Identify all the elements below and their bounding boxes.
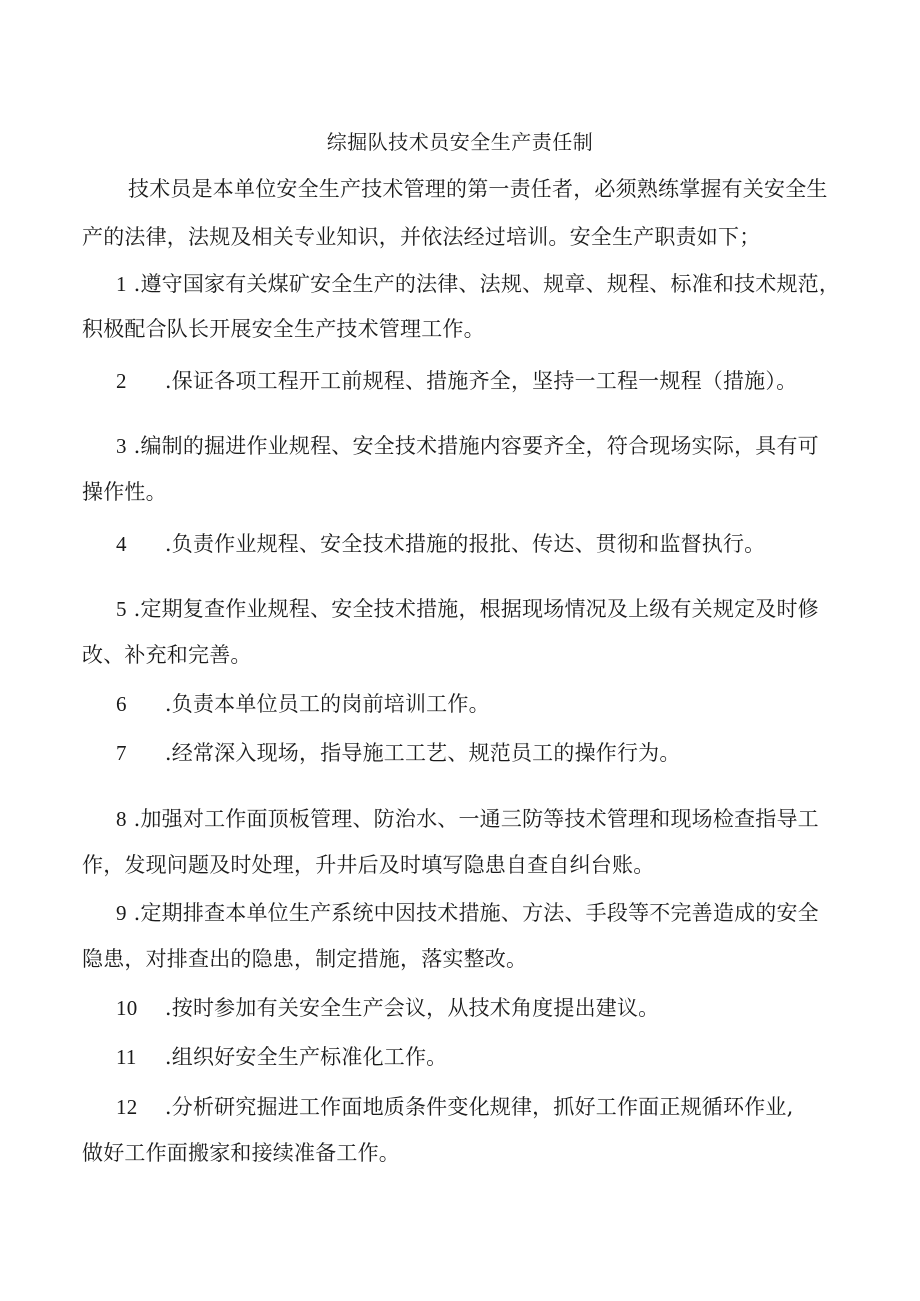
item-9-line-2: 隐患，对排查出的隐患，制定措施，落实整改。 <box>82 947 528 971</box>
item-8-line-1 <box>116 804 819 834</box>
item-text: .遵守国家有关煤矿安全生产的法律、法规、规章、规程、标准和技术规范， <box>133 272 841 296</box>
item-12-line-1 <box>116 1092 793 1122</box>
item-number: 8 <box>116 807 127 831</box>
item-12-line-2: 做好工作面搬家和接续准备工作。 <box>82 1141 400 1165</box>
item-5-line-2: 改、补充和完善。 <box>82 643 252 667</box>
item-text: .经常深入现场，指导施工工艺、规范员工的操作行为。 <box>164 741 681 765</box>
item-8-line-2: 作，发现问题及时处理，升井后及时填写隐患自查自纠台账。 <box>82 853 655 877</box>
item-number: 1 <box>116 272 127 296</box>
item-text: .负责本单位员工的岗前培训工作。 <box>164 692 490 716</box>
item-text: .按时参加有关安全生产会议，从技术角度提出建议。 <box>164 996 660 1020</box>
item-number: 3 <box>116 434 127 458</box>
item-text: .定期排查本单位生产系统中因技术措施、方法、手段等不完善造成的安全 <box>133 901 819 925</box>
item-3-line-1 <box>116 431 819 461</box>
item-1-line-1 <box>116 269 840 299</box>
item-number: 4 <box>116 532 127 556</box>
item-number: 6 <box>116 692 127 716</box>
item-number: 2 <box>116 369 127 393</box>
item-5-line-1 <box>116 594 819 624</box>
item-number: 9 <box>116 901 127 925</box>
item-number: 5 <box>116 597 127 621</box>
item-6-line-1 <box>116 689 490 719</box>
item-text: .保证各项工程开工前规程、措施齐全，坚持一工程一规程（措施）。 <box>164 369 798 393</box>
item-3-line-2: 操作性。 <box>82 480 167 504</box>
item-number: 10 <box>116 996 138 1020</box>
item-number: 12 <box>116 1095 138 1119</box>
item-text: .组织好安全生产标准化工作。 <box>164 1045 448 1069</box>
item-4-line-1 <box>116 529 765 559</box>
item-number: 7 <box>116 741 127 765</box>
item-text: .分析研究掘进工作面地质条件变化规律，抓好工作面正规循环作业, <box>164 1095 794 1119</box>
document-title: 综掘队技术员安全生产责任制 <box>326 130 594 154</box>
item-text: .编制的掘进作业规程、安全技术措施内容要齐全，符合现场实际，具有可 <box>133 434 819 458</box>
item-11-line-1 <box>116 1042 447 1072</box>
item-text: .负责作业规程、安全技术措施的报批、传达、贯彻和监督执行。 <box>164 532 766 556</box>
item-2-line-1 <box>116 366 797 396</box>
intro-line-2: 产的法律，法规及相关专业知识，并依法经过培训。安全生产职责如下； <box>82 225 761 249</box>
item-1-line-2: 积极配合队长开展安全生产技术管理工作。 <box>82 317 485 341</box>
item-number: 11 <box>116 1045 137 1069</box>
item-text: .加强对工作面顶板管理、防治水、一通三防等技术管理和现场检查指导工 <box>133 807 819 831</box>
item-7-line-1 <box>116 738 681 768</box>
item-10-line-1 <box>116 993 659 1023</box>
item-text: .定期复查作业规程、安全技术措施，根据现场情况及上级有关规定及时修 <box>133 597 819 621</box>
intro-line-1: 技术员是本单位安全生产技术管理的第一责任者，必须熟练掌握有关安全生 <box>128 177 828 201</box>
item-9-line-1 <box>116 898 819 928</box>
